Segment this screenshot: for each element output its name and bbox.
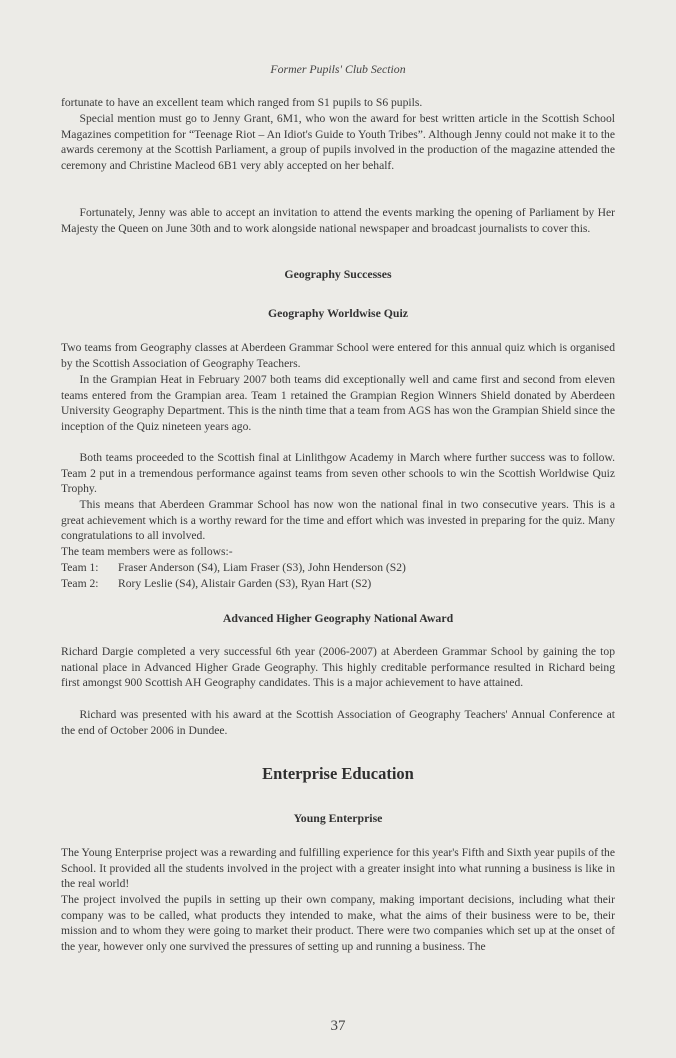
running-header: Former Pupils' Club Section bbox=[270, 62, 406, 76]
team-members-intro: The team members were as follows:- bbox=[61, 545, 233, 558]
team-1-label: Team 1: bbox=[61, 561, 99, 574]
quiz-paragraph-4: This means that Aberdeen Grammar School has now won the national final in two consecutive years. This is a great achievement which is a worthy reward for the time and effort which was invested in preparing for the quiz. Many congratulations to all involved. bbox=[61, 498, 615, 543]
intro-paragraph-1: fortunate to have an excellent team which ranged from S1 pupils to S6 pupils. bbox=[61, 96, 423, 109]
team-2-label: Team 2: bbox=[61, 577, 99, 590]
enterprise-education-heading: Enterprise Education bbox=[262, 764, 414, 783]
award-paragraph-1: Richard Dargie completed a very successful 6th year (2006-2007) at Aberdeen Grammar School by gaining the top national place in Advanced Higher Grade Geography. This highly creditable performance resulted in Richard being first amongst 900 Scottish AH Geography candidates. This is a major achievement to have attained. bbox=[61, 645, 615, 690]
young-enterprise-heading: Young Enterprise bbox=[293, 811, 383, 825]
intro-paragraph-2: Special mention must go to Jenny Grant, 6M1, who won the award for best written article in the Scottish School Magazines competition for “Teenage Riot – An Idiot's Guide to Youth Tribes”. Although Jenny could not make it to the awards ceremony at the Scottish Parliament, a group of pupils involved in the production of the magazine attended the ceremony and Christine Macleod 6B1 very ably accepted on her behalf. bbox=[61, 112, 615, 172]
quiz-paragraph-1: Two teams from Geography classes at Aberdeen Grammar School were entered for this annual quiz which is organised by the Scottish Association of Geography Teachers. bbox=[61, 341, 615, 370]
intro-paragraph-3: Fortunately, Jenny was able to accept an invitation to attend the events marking the opening of Parliament by Her Majesty the Queen on June 30th and to work alongside national newspaper and broadcast journalists to cover this. bbox=[61, 206, 615, 235]
team-2-members: Rory Leslie (S4), Alistair Garden (S3), Ryan Hart (S2) bbox=[118, 577, 372, 590]
team-1-members: Fraser Anderson (S4), Liam Fraser (S3), John Henderson (S2) bbox=[118, 561, 406, 574]
team-2-row bbox=[61, 576, 615, 592]
quiz-paragraph-3: Both teams proceeded to the Scottish final at Linlithgow Academy in March where further success was to follow. Team 2 put in a tremendous performance against teams from seven other schools to win the Scottish Worldwise Quiz Trophy. bbox=[61, 451, 615, 496]
enterprise-paragraph-2: The project involved the pupils in setting up their own company, making important decisions, including what their company was to be called, what products they intended to make, what the aims of their business were to be, their mission and to whom they were going to market their product. There were two companies which set up at the onset of the year, however only one survived the pressures of setting up and running a business. The bbox=[61, 893, 615, 953]
award-paragraph-2: Richard was presented with his award at the Scottish Association of Geography Teachers' Annual Conference at the end of October 2006 in Dundee. bbox=[61, 708, 615, 737]
advanced-higher-award-heading: Advanced Higher Geography National Award bbox=[222, 611, 454, 625]
worldwise-quiz-heading: Geography Worldwise Quiz bbox=[267, 306, 409, 320]
geography-successes-heading: Geography Successes bbox=[284, 267, 392, 281]
team-1-row bbox=[61, 560, 615, 576]
enterprise-paragraph-1: The Young Enterprise project was a rewarding and fulfilling experience for this year's Fifth and Sixth year pupils of the School. It provided all the students involved in the project with a greater insight into what running a business is like in the real world! bbox=[61, 846, 615, 891]
quiz-paragraph-2: In the Grampian Heat in February 2007 both teams did exceptionally well and came first and second from eleven teams entered from the Grampian area. Team 1 retained the Grampian Region Winners Shield donated by Aberdeen University Geography Department. This is the ninth time that a team from AGS has won the Grampian Shield since the inception of the Quiz nineteen years ago. bbox=[61, 373, 615, 433]
page-number: 37 bbox=[330, 1018, 346, 1034]
